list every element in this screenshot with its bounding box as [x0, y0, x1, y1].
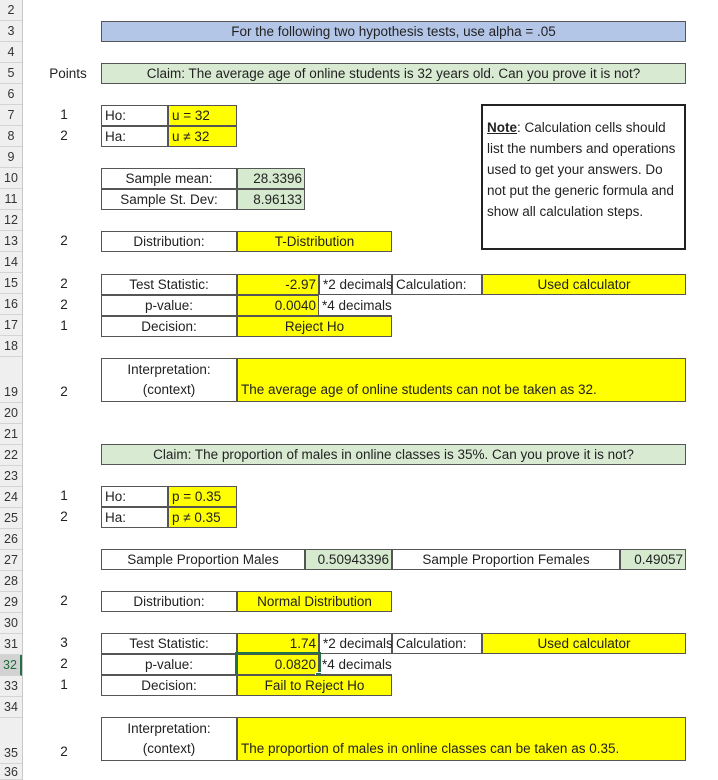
ha-points-2[interactable]: 2 [60, 509, 68, 524]
note-title: Note [487, 120, 517, 135]
pvalue-label-2[interactable]: p-value: [101, 654, 237, 675]
ho-value-2[interactable]: p = 0.35 [168, 486, 237, 507]
row-number[interactable]: 13 [0, 231, 22, 252]
pvalue-note-2[interactable]: *4 decimals [319, 654, 392, 675]
calculation-note[interactable] [481, 104, 686, 250]
row-number[interactable]: 16 [0, 294, 22, 315]
calculation-value-2[interactable]: Used calculator [482, 633, 686, 654]
pvalue-label-1[interactable]: p-value: [101, 295, 237, 316]
pvalue-value-1[interactable]: 0.0040 [237, 295, 319, 316]
ho-value-1[interactable]: u = 32 [168, 105, 237, 126]
test-stat-label-2[interactable]: Test Statistic: [101, 633, 237, 654]
test-stat-value-2[interactable]: 1.74 [237, 633, 319, 654]
distribution-points-2[interactable]: 2 [60, 593, 68, 608]
row-number[interactable]: 17 [0, 315, 22, 336]
ho-label-2[interactable]: Ho: [101, 486, 168, 507]
row-number[interactable]: 23 [0, 466, 22, 487]
row-number[interactable]: 27 [0, 550, 22, 571]
row-number[interactable]: 21 [0, 424, 22, 445]
decision-label-2[interactable]: Decision: [101, 675, 237, 696]
row-number[interactable]: 36 [0, 764, 22, 780]
points-header[interactable]: Points [49, 66, 87, 81]
decision-value-1[interactable]: Reject Ho [237, 316, 392, 337]
interpretation-label-line1: Interpretation: [127, 721, 211, 736]
row-header-column [0, 0, 23, 780]
test-stat-note-1[interactable]: *2 decimals [319, 274, 392, 295]
interpretation-value-1[interactable]: The average age of online students can not be taken as 32. [237, 358, 686, 402]
row-number[interactable]: 18 [0, 336, 22, 357]
claim-1-cell[interactable]: Claim: The average age of online students is 32 years old. Can you prove it is not? [101, 63, 686, 84]
test-stat-points-1[interactable]: 2 [60, 276, 68, 291]
row-number[interactable]: 20 [0, 403, 22, 424]
claim-2-cell[interactable]: Claim: The proportion of males in online classes is 35%. Can you prove it is not? [101, 444, 686, 465]
distribution-label-1[interactable]: Distribution: [101, 231, 237, 252]
row-number[interactable]: 35 [0, 718, 22, 764]
ha-value-2[interactable]: p ≠ 0.35 [168, 507, 237, 528]
row-number[interactable]: 25 [0, 508, 22, 529]
row-number[interactable]: 11 [0, 189, 22, 210]
interpretation-label-line1: Interpretation: [127, 362, 211, 377]
row-number[interactable]: 10 [0, 168, 22, 189]
row-number[interactable]: 26 [0, 529, 22, 550]
calculation-label-1[interactable]: Calculation: [392, 274, 482, 295]
interpretation-label-line2: (context) [142, 741, 196, 756]
ha-label-1[interactable]: Ha: [101, 126, 168, 147]
sample-sd-value[interactable]: 8.96133 [237, 189, 305, 210]
row-number[interactable]: 8 [0, 126, 22, 147]
test-stat-note-2[interactable]: *2 decimals [319, 633, 392, 654]
pvalue-points-2[interactable]: 2 [60, 656, 68, 671]
row-number[interactable]: 4 [0, 42, 22, 63]
ha-label-2[interactable]: Ha: [101, 507, 168, 528]
row-number[interactable]: 33 [0, 676, 22, 697]
row-number[interactable]: 30 [0, 613, 22, 634]
alpha-note-cell[interactable]: For the following two hypothesis tests, use alpha = .05 [101, 21, 686, 42]
interpretation-label-2[interactable] [101, 717, 237, 761]
pvalue-points-1[interactable]: 2 [60, 297, 68, 312]
row-number[interactable]: 34 [0, 697, 22, 718]
decision-points-1[interactable]: 1 [60, 318, 68, 333]
pvalue-value-2[interactable]: 0.0820 [237, 654, 319, 675]
interpretation-points-1[interactable]: 2 [60, 384, 68, 399]
distribution-value-2[interactable]: Normal Distribution [237, 591, 392, 612]
interpretation-label-1[interactable] [101, 358, 237, 402]
decision-label-1[interactable]: Decision: [101, 316, 237, 337]
sample-mean-label[interactable]: Sample mean: [101, 168, 237, 189]
row-number[interactable]: 15 [0, 273, 22, 294]
sample-sd-label[interactable]: Sample St. Dev: [101, 189, 237, 210]
males-label[interactable]: Sample Proportion Males [101, 549, 305, 570]
row-number[interactable]: 3 [0, 21, 22, 42]
note-text: : Calculation cells should list the numbers and operations used to get your answers. Do not put the generic formula and show all calculation steps. [487, 120, 676, 219]
decision-points-2[interactable]: 1 [60, 677, 68, 692]
ho-points-1[interactable]: 1 [60, 107, 68, 122]
row-number[interactable]: 7 [0, 105, 22, 126]
row-number[interactable]: 28 [0, 571, 22, 592]
interpretation-label-line2: (context) [142, 382, 196, 397]
females-value[interactable]: 0.49057 [620, 549, 686, 570]
males-value[interactable]: 0.50943396 [305, 549, 392, 570]
row-number[interactable]: 24 [0, 487, 22, 508]
test-stat-value-1[interactable]: -2.97 [237, 274, 319, 295]
row-number[interactable]: 19 [0, 357, 22, 403]
row-number[interactable]: 32 [0, 655, 22, 676]
row-number[interactable]: 14 [0, 252, 22, 273]
interpretation-points-2[interactable]: 2 [60, 744, 68, 759]
ha-value-1[interactable]: u ≠ 32 [168, 126, 237, 147]
ho-label-1[interactable]: Ho: [101, 105, 168, 126]
interpretation-value-2[interactable]: The proportion of males in online classes can be taken as 0.35. [237, 717, 686, 761]
distribution-label-2[interactable]: Distribution: [101, 591, 237, 612]
row-number[interactable]: 29 [0, 592, 22, 613]
row-number[interactable]: 6 [0, 84, 22, 105]
test-stat-label-1[interactable]: Test Statistic: [101, 274, 237, 295]
females-label[interactable]: Sample Proportion Females [392, 549, 620, 570]
decision-value-2[interactable]: Fail to Reject Ho [237, 675, 392, 696]
ha-points-1[interactable]: 2 [60, 128, 68, 143]
calculation-label-2[interactable]: Calculation: [392, 633, 482, 654]
ho-points-2[interactable]: 1 [60, 488, 68, 503]
row-number[interactable]: 31 [0, 634, 22, 655]
row-number[interactable]: 5 [0, 63, 22, 84]
pvalue-note-1[interactable]: *4 decimals [319, 295, 392, 316]
test-stat-points-2[interactable]: 3 [60, 635, 68, 650]
distribution-points-1[interactable]: 2 [60, 233, 68, 248]
row-number[interactable]: 22 [0, 445, 22, 466]
row-number[interactable]: 12 [0, 210, 22, 231]
distribution-value-1[interactable]: T-Distribution [237, 231, 392, 252]
calculation-value-1[interactable]: Used calculator [482, 274, 686, 295]
sample-mean-value[interactable]: 28.3396 [237, 168, 305, 189]
row-number[interactable]: 9 [0, 147, 22, 168]
row-number[interactable]: 2 [0, 0, 22, 21]
